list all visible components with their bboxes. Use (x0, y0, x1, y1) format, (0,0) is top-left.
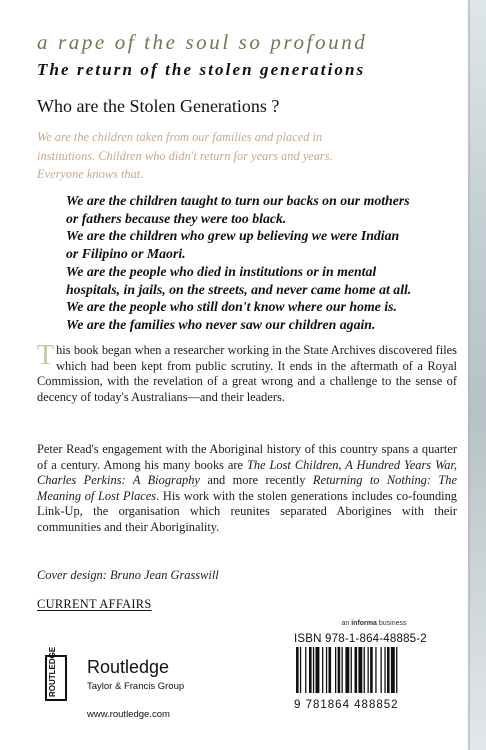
section-heading: Who are the Stolen Generations ? (37, 96, 280, 116)
faded-quote (37, 128, 447, 184)
faded-line: We are the children taken from our families and placed in (37, 130, 323, 144)
cover-credit: Cover design: Bruno Jean Grasswill (37, 568, 219, 582)
barcode-icon (294, 647, 452, 693)
blurb-text: his book began when a researcher working in the State Archives discovered files which had been kept from public scrutiny. It ends in the aftermath of a Royal Commission, with the revelation of a great wrong and a challenge to the sense of decency of today's Australians—and their leaders. (37, 343, 457, 404)
book-titles: The Lost Children, A Hundred Years War, Charles Perkins: A Biography (37, 457, 457, 488)
routledge-logo-icon: ROUTLEDGE (45, 655, 67, 701)
author-text-c: and more recently (199, 473, 313, 488)
author-paragraph (37, 442, 457, 536)
category-label: CURRENT AFFAIRS (37, 597, 152, 611)
informa-line: an informa business (341, 620, 407, 627)
drop-cap: T (37, 340, 55, 371)
barcode-digits: 9 781864 488852 (294, 699, 399, 711)
book-title-recent: Returning to Nothing: The Meaning of Lost Places (37, 473, 457, 503)
quote-line: We are the people who died in institutions or in mental (66, 263, 377, 279)
faded-line: Everyone knows that. (37, 167, 144, 181)
tagline: a rape of the soul so profound (37, 30, 368, 54)
quote-line: or Filipino or Maori. (66, 246, 186, 262)
quote-line: We are the families who never saw our children again. (66, 316, 376, 332)
quote-line: or fathers because they were too black. (66, 210, 287, 226)
subtitle: The return of the stolen generations (37, 60, 366, 79)
publisher-group: Taylor & Francis Group (87, 681, 185, 692)
quote-line: hospitals, in jails, on the streets, and never came home at all. (66, 281, 412, 297)
isbn-text: ISBN 978-1-864-48885-2 (294, 633, 427, 645)
bold-quote (66, 192, 466, 334)
author-text-e: . His work with the stolen generations includes co-founding Link-Up, the organisation which reunites separated Aborigines with their communities and their Aboriginality. (37, 488, 457, 534)
author-text-a: Peter Read's engagement with the Aboriginal history of this country spans a quarter of a century. Among his many books are (37, 442, 457, 472)
quote-line: We are the people who still don't know where our home is. (66, 299, 397, 315)
publisher-name: Routledge (87, 657, 170, 677)
faded-line: institutions. Children who didn't return for years and years. (37, 148, 333, 163)
barcode-block (294, 620, 454, 711)
quote-line: We are the children who grew up believing we were Indian (66, 228, 400, 244)
spine-edge (468, 0, 486, 750)
quote-line: We are the children taught to turn our backs on our mothers (66, 193, 410, 208)
blurb-paragraph (37, 340, 457, 405)
publisher-url[interactable]: www.routledge.com (87, 709, 170, 720)
